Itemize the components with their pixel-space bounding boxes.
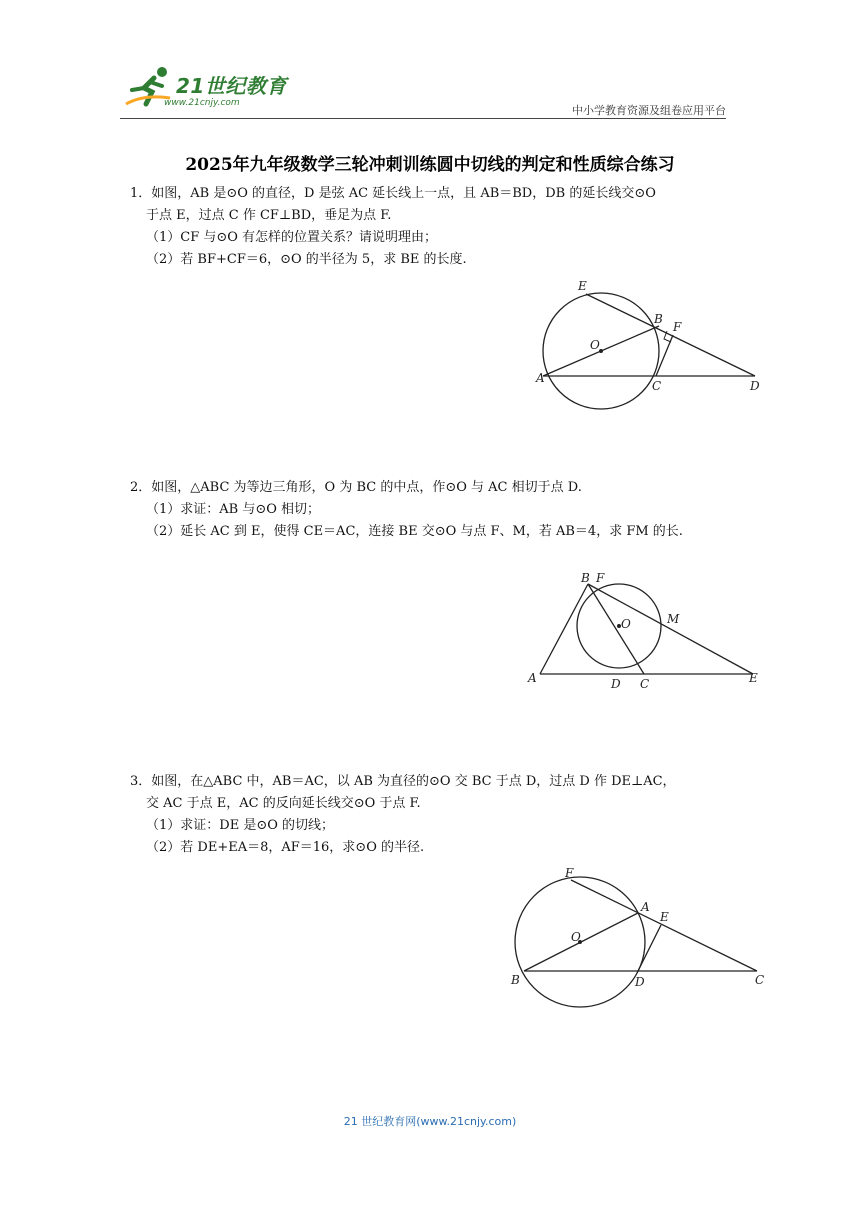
label-a: A [536, 371, 545, 385]
logo-text: 21世纪教育 [176, 74, 287, 98]
label-e: E [578, 279, 587, 293]
question-2-part1: （1）求证：AB 与⊙O 相切； [146, 502, 321, 517]
label-o: O [621, 617, 631, 631]
question-1-stem-line1: 1．如图，AB 是⊙O 的直径，D 是弦 AC 延长线上一点，且 AB＝BD，DB 的延长线交⊙O [130, 186, 656, 201]
platform-slogan: 中小学教育资源及组卷应用平台 [572, 104, 726, 117]
question-3-stem-line1: 3．如图，在△ABC 中，AB＝AC，以 AB 为直径的⊙O 交 BC 于点 D，过点 D 作 DE⊥AC， [130, 774, 676, 789]
line-be [588, 584, 753, 674]
label-d: D [635, 975, 645, 989]
label-c: C [755, 973, 765, 987]
line-de [638, 925, 661, 971]
line-ab [540, 584, 588, 674]
question-3 [130, 771, 730, 859]
label-m: M [667, 612, 680, 626]
label-c: C [652, 379, 662, 393]
logo-url: www.21cnjy.com [164, 98, 240, 108]
page-title: 2025年九年级数学三轮冲刺训练圆中切线的判定和性质综合练习 [185, 155, 675, 175]
question-1-figure [530, 272, 770, 422]
question-1 [130, 183, 730, 271]
label-f: F [565, 866, 574, 880]
label-b: B [581, 571, 590, 585]
label-f: F [596, 571, 605, 585]
label-d: D [611, 677, 621, 691]
label-d: D [750, 379, 760, 393]
label-a: A [528, 671, 537, 685]
question-3-stem-line2: 交 AC 于点 E，AC 的反向延长线交⊙O 于点 F. [146, 796, 421, 811]
logo [124, 64, 304, 116]
header-divider [120, 118, 726, 119]
question-2-figure [525, 566, 770, 696]
label-f: F [673, 320, 682, 334]
label-b: B [511, 973, 520, 987]
question-3-part2: （2）若 DE+EA＝8，AF＝16，求⊙O 的半径. [146, 840, 425, 855]
question-1-part1: （1）CF 与⊙O 有怎样的位置关系？请说明理由； [146, 230, 438, 245]
page-header [120, 64, 726, 118]
label-o: O [571, 930, 581, 944]
line-fc [571, 880, 757, 971]
question-1-part2: （2）若 BF+CF＝6，⊙O 的半径为 5，求 BE 的长度. [146, 252, 467, 267]
label-o: O [590, 338, 600, 352]
question-3-figure [505, 862, 775, 1017]
line-bc [588, 584, 644, 674]
question-2-part2: （2）延长 AC 到 E，使得 CE＝AC，连接 BE 交⊙O 与点 F、M，若 AB＝4，求 FM 的长. [146, 524, 683, 539]
label-a: A [641, 900, 650, 914]
label-e: E [660, 910, 669, 924]
question-3-part1: （1）求证：DE 是⊙O 的切线； [146, 818, 334, 833]
label-e: E [749, 671, 758, 685]
question-2 [130, 477, 730, 543]
label-c: C [640, 677, 650, 691]
page-footer: 21 世纪教育网(www.21cnjy.com) [343, 1115, 517, 1128]
label-b: B [654, 312, 663, 326]
question-2-stem: 2．如图，△ABC 为等边三角形，O 为 BC 的中点，作⊙O 与 AC 相切于点 D. [130, 480, 582, 495]
line-ed [586, 294, 755, 376]
question-1-stem-line2: 于点 E，过点 C 作 CF⊥BD，垂足为点 F. [146, 208, 392, 223]
